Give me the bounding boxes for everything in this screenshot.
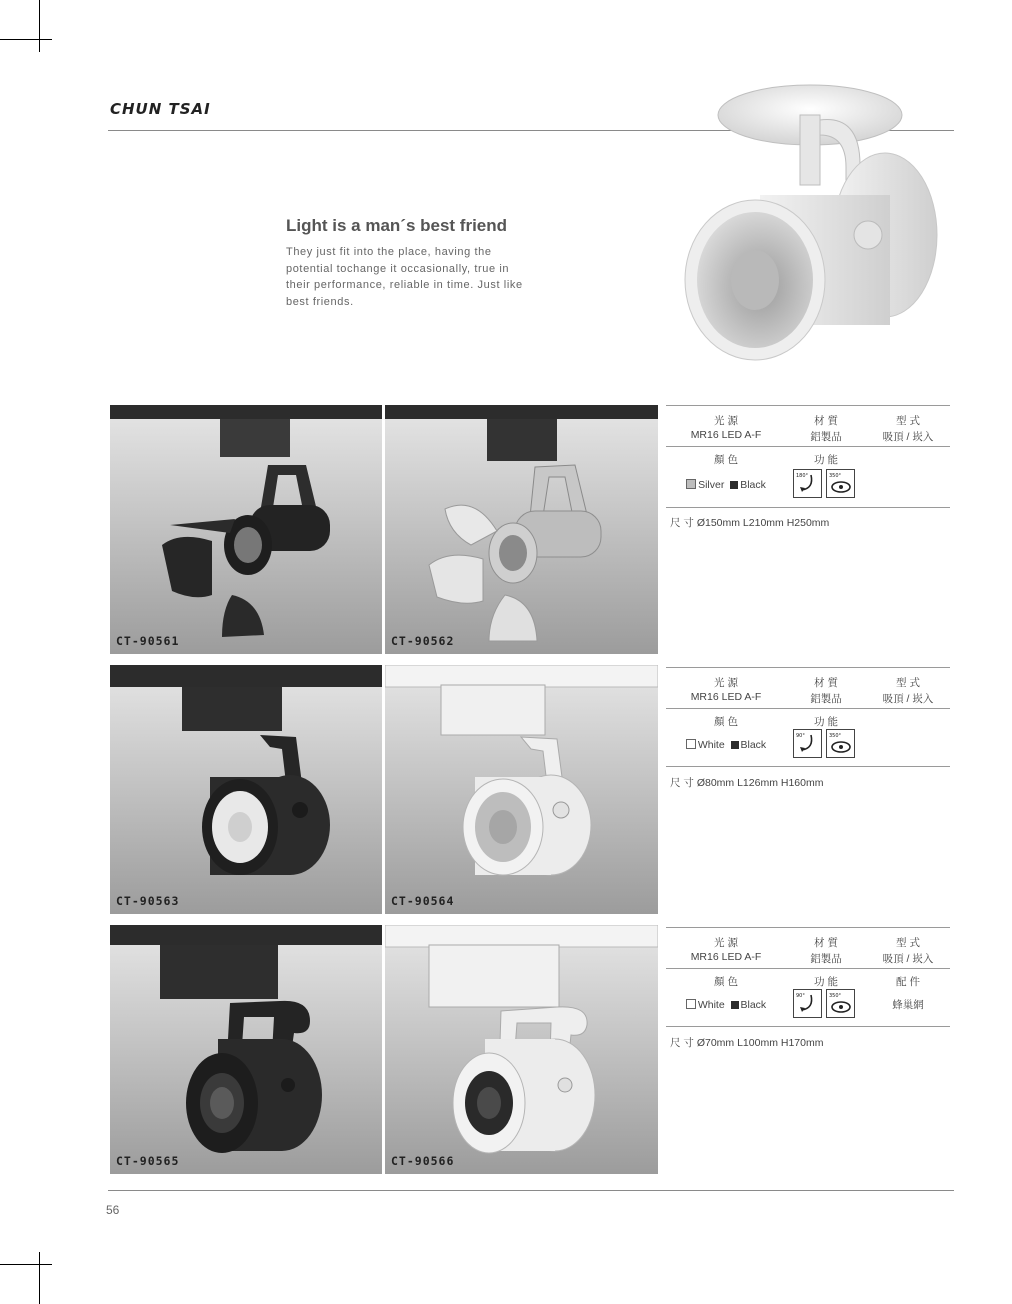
rotate-350-icon: [826, 989, 855, 1018]
rotate-350-icon: [826, 469, 855, 498]
type-value: 吸頂 / 崁入: [882, 431, 934, 443]
svg-text:90°: 90°: [796, 993, 805, 999]
tagline-title: Light is a man´s best friend: [286, 216, 508, 235]
crop-mark: [39, 0, 40, 52]
color-label: 顏 色: [714, 454, 738, 466]
light-source-value: MR16 LED A-F: [690, 429, 762, 441]
material-value: 鋁製品: [810, 693, 842, 705]
product-code: CT-90562: [391, 634, 455, 648]
product-photo-ct-90566: [385, 925, 658, 1174]
color-option-1: Silver: [698, 479, 725, 491]
product-code: CT-90565: [116, 1154, 180, 1168]
color-option-2: Black: [740, 999, 767, 1011]
crop-mark: [0, 39, 52, 40]
light-source-value: MR16 LED A-F: [690, 951, 762, 963]
spec-rule: [666, 968, 950, 969]
brand-logo: CHUN TSAI: [110, 100, 211, 118]
product-photo-ct-90565: [110, 925, 382, 1174]
footer-rule: [108, 1190, 954, 1191]
tilt-90-icon: [793, 989, 822, 1018]
white-swatch: [686, 739, 696, 749]
product-photo-ct-90564: [385, 665, 658, 914]
svg-text:350°: 350°: [829, 473, 842, 479]
spec-table-row-2: [666, 667, 950, 797]
black-swatch: [731, 1001, 739, 1009]
material-value: 鋁製品: [810, 953, 842, 965]
spec-rule: [666, 708, 950, 709]
black-swatch: [731, 741, 739, 749]
spec-rule: [666, 927, 950, 928]
hero-product-image: [670, 75, 940, 375]
color-options: [666, 999, 786, 1011]
type-label: 型 式: [896, 677, 920, 689]
color-options: [666, 479, 786, 491]
function-label: 功 能: [814, 976, 838, 988]
svg-text:350°: 350°: [829, 993, 842, 999]
size-spec: 尺 寸 Ø150mm L210mm H250mm: [670, 517, 830, 529]
function-label: 功 能: [814, 454, 838, 466]
color-option-2: Black: [740, 479, 766, 491]
spec-rule: [666, 446, 950, 447]
crop-mark: [0, 1264, 52, 1265]
spec-table-row-3: [666, 927, 950, 1057]
light-source-value: MR16 LED A-F: [690, 691, 762, 703]
color-option-1: White: [697, 999, 725, 1011]
product-code: CT-90564: [391, 894, 455, 908]
color-option-2: Black: [740, 739, 767, 751]
type-value: 吸頂 / 崁入: [882, 693, 934, 705]
product-code: CT-90566: [391, 1154, 455, 1168]
product-photo-ct-90562: [385, 405, 658, 654]
tilt-180-icon: [793, 469, 822, 498]
product-photo-ct-90563: [110, 665, 382, 914]
material-label: 材 質: [814, 937, 838, 949]
material-value: 鋁製品: [810, 431, 842, 443]
spec-rule: [666, 766, 950, 767]
svg-text:350°: 350°: [829, 733, 842, 739]
crop-mark: [39, 1252, 40, 1304]
color-label: 顏 色: [714, 976, 738, 988]
color-options: [666, 739, 786, 751]
tagline-body: They just fit into the place, having the potential tochange it occasionally, true in their performance, reliable in time. Just like best friends.: [286, 246, 523, 308]
type-value: 吸頂 / 崁入: [882, 953, 934, 965]
size-spec: 尺 寸 Ø80mm L126mm H160mm: [670, 777, 824, 789]
accessory-value: 蜂巢網: [892, 999, 924, 1011]
material-label: 材 質: [814, 415, 838, 427]
type-label: 型 式: [896, 415, 920, 427]
light-source-label: 光 源: [714, 677, 738, 689]
product-code: CT-90563: [116, 894, 180, 908]
spec-rule: [666, 507, 950, 508]
spec-table-row-1: [666, 405, 950, 535]
rotate-350-icon: [826, 729, 855, 758]
svg-text:180°: 180°: [796, 473, 809, 479]
light-source-label: 光 源: [714, 937, 738, 949]
function-label: 功 能: [814, 716, 838, 728]
type-label: 型 式: [896, 937, 920, 949]
spec-rule: [666, 1026, 950, 1027]
spec-rule: [666, 405, 950, 406]
product-photo-ct-90561: [110, 405, 382, 654]
silver-swatch: [686, 479, 696, 489]
accessory-label: 配 件: [896, 976, 920, 988]
product-code: CT-90561: [116, 634, 180, 648]
color-option-1: White: [697, 739, 725, 751]
page-number: 56: [106, 1203, 120, 1217]
material-label: 材 質: [814, 677, 838, 689]
spec-rule: [666, 667, 950, 668]
color-label: 顏 色: [714, 716, 738, 728]
light-source-label: 光 源: [714, 415, 738, 427]
white-swatch: [686, 999, 696, 1009]
black-swatch: [730, 481, 738, 489]
size-spec: 尺 寸 Ø70mm L100mm H170mm: [670, 1037, 824, 1049]
svg-text:90°: 90°: [796, 733, 805, 739]
tilt-90-icon: [793, 729, 822, 758]
